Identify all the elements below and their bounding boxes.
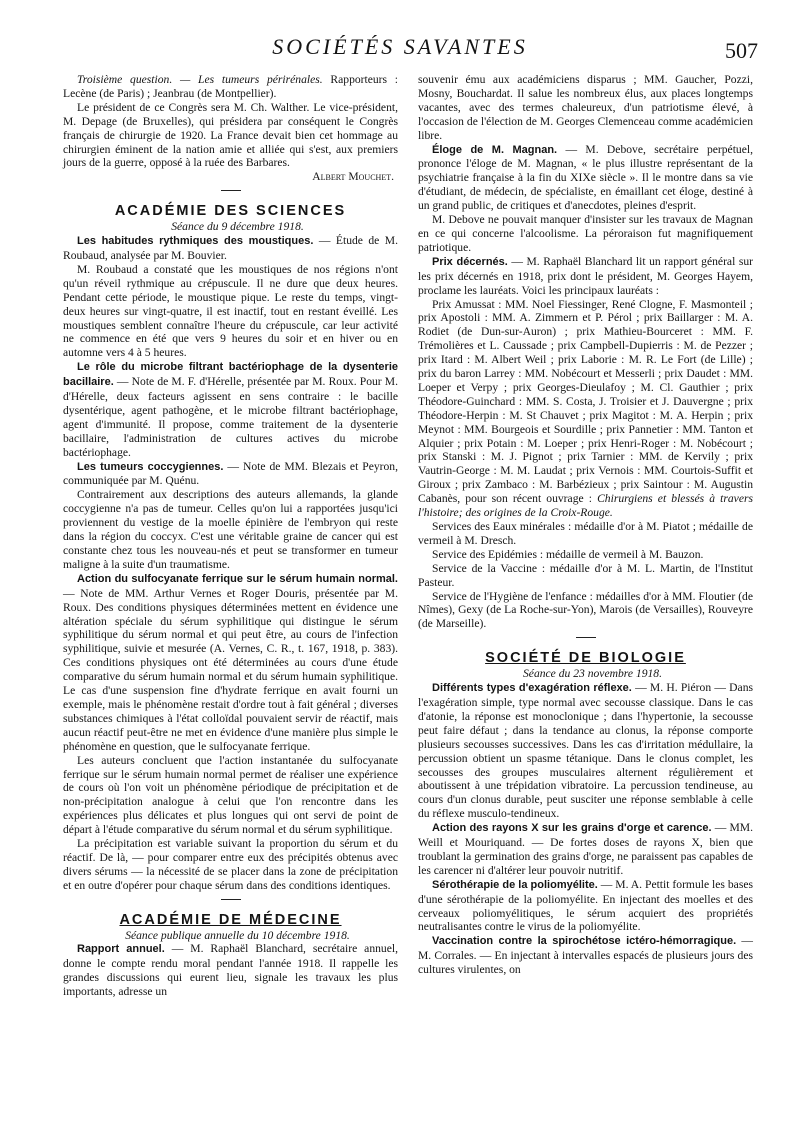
article-text: Service des Epidémies : médaille de vermeil à M. Bauzon. <box>432 547 704 561</box>
article-text: Services des Eaux minérales : médaille d'or à M. Piatot ; médaille de vermeil à M. Dresch. <box>418 520 753 547</box>
article-text: M. Roubaud a constaté que les moustiques de nos régions n'ont qu'un réveil rythmique au crépuscule. Il ne dure que deux heures. Pendant cette période, le moustique pique. Le reste du temps, vingt-deux heures sur vingt-quatre, il est inactif, tout en restant éveillé. Les moustiques semblent connaître l'heure du crépuscule, car leur activité ne commence en été que vers 9 heures du soir et en hiver ou en automne vers 4 à 5 heures. <box>63 262 398 360</box>
article-heading: Sérothérapie de la poliomyélite. <box>432 878 598 891</box>
q3-lead: Troisième question. <box>77 73 173 86</box>
q3-paragraph <box>63 73 398 101</box>
article-heading: Action du sulfocyanate ferrique sur le sérum humain normal. <box>77 572 398 585</box>
article-text: — MM. Weill et Mouriquand. — De fortes doses de rayons X, bien que troublant la germination des grains d'orge, ne paraissent pas capables de les carencer ni d'altérer leur pouvoir nutritif. <box>418 821 753 877</box>
running-title: SOCIÉTÉS SAVANTES <box>272 34 528 59</box>
article-text: — M. Raphaël Blanchard lit un rapport général sur les prix décernés en 1918, prix dont le président, M. Georges Hayem, proclame les lauréats. Voici les principaux lauréats : <box>418 254 753 297</box>
article-text: — Note de MM. Arthur Vernes et Roger Douris, présentée par M. Roux. Des conditions physiques déterminées mettent en évidence une altération spéciale du sérum syphilitique qui distingue le sérum syphilitique du sérum normal et qui peut être, au cours de l'infection syphilitique, suivie et mesurée (A. Vernes, C. R., t. 167, 1918, p. 383). Ces conditions physiques ont été déterminées au cours d'une étude comparative du sérum humain normal et du sérum humain syphilitique. Le cas d'une suspension fine d'hydrate ferrique en avait fourni un exemple, mais le phénomène restait d'ordre tout à fait général ; diverses substances chimiques à l'état colloïdal pouvaient servir de réactif, mais aucun réactif peut-être ne met en évidence d'une manière plus simple le phénomène en question, que le sulfocyanate ferrique. <box>63 586 398 753</box>
article-text: — M. H. Piéron — Dans l'exagération simple, type normal avec secousse classique. Dans le cas d'atonie, la réponse est monoclonique ; dans l'hypertonie, la secousse peut faire défaut ; dans la tendance au clonus, la réponse comporte plusieurs secousses successives. Dans les cas d'irritation médullaire, la percussion obtient un spasme tétanique. Dans le clonus complet, les secousses des groupes musculaires alternent régulièrement et aboutissent à une trépidation vibratoire. La percussion tendineuse, au cours d'un clonus durable, peut susciter une réponse semblable à celle du réflexe musculo-tendineux. <box>418 681 754 821</box>
article-text: M. Debove ne pouvait manquer d'insister sur les travaux de Magnan en ce qui concerne l'alcoolisme. La péroraison fut magnifiquement patriotique. <box>418 213 753 254</box>
left-column <box>63 73 398 999</box>
article-text: Les auteurs concluent que l'action instantanée du sulfocyanate ferrique sur le sérum humain normal permet de réaliser une expérience de cours où l'on voit un phénomène périodique de précipitation et de non-précipitation analogue à celui que l'on rencontre dans les expériences plus délicates et plus longues qui ont servi de point de départ à l'étude comparative du sérum normal et du sérum syphilitique. <box>63 753 398 837</box>
seance-date: Séance du 23 novembre 1918. <box>523 667 662 681</box>
article-text: — M. A. Pettit formule les bases d'une sérothérapie de la poliomyélite. En injectant des moelles et des cerveaux poliomyélitiques, le sérum acquiert des propriétés neutralisantes contre le virus de la poliomyélite. <box>418 877 753 934</box>
article-reflexe <box>418 681 753 821</box>
article-text: souvenir ému aux académiciens disparus ; MM. Gaucher, Pozzi, Mosny, Bouchardat. Il salue les nombreux élus, aux places longtemps vacantes, avec des termes chaleureux, d'un patriotisme élevé, à l'occasion de l'élection de M. Georges Clemenceau comme académicien libre. <box>418 73 753 142</box>
article-heading: Les tumeurs coccygiennes. <box>77 460 224 473</box>
page-number: 507 <box>725 38 758 63</box>
article-text: — M. Debove, secrétaire perpétuel, prononce l'éloge de M. Magnan, « le plus illustre représentant de la psychiatrie française à la fin du XIXe siècle ». Il le montre dans sa vie d'étudiant, de médecin, de spécialiste, en émaillant cet éloge, destiné à un grand public, de critiques et d'anecdotes, pleines d'esprit. <box>418 142 753 213</box>
article-heading: Rapport annuel. <box>77 943 165 956</box>
section-divider <box>221 190 241 191</box>
article-heading: Prix décernés. <box>432 255 508 268</box>
article-rapport <box>63 942 398 999</box>
section-title-academie-sciences: ACADÉMIE DES SCIENCES <box>114 203 347 220</box>
section-divider <box>576 637 596 638</box>
article-vaccination <box>418 934 753 977</box>
section-title-academie-medecine: ACADÉMIE DE MÉDECINE <box>119 911 342 928</box>
seance-date: Séance publique annuelle du 10 décembre 1918. <box>125 928 350 942</box>
article-text: — Note de MM. Blezais et Peyron, communiquée par M. Quénu. <box>63 459 398 488</box>
prize-list <box>418 298 753 521</box>
article-text: — M. Corrales. — En injectant à intervalles espacés de plusieurs jours des cultures virulentes, on <box>418 934 753 977</box>
article-sulfocyanate <box>63 572 398 754</box>
book-title: Chirurgiens et blessés à travers l'histoire; des origines de la Croix-Rouge. <box>418 492 753 520</box>
seance-date: Séance du 9 décembre 1918. <box>171 220 304 234</box>
article-text: La précipitation est variable suivant la proportion du sérum et du réactif. De là, — pour comparer entre eux des précipités obtenus avec divers sérums — la nécessité de se placer dans la zone de précipitation et en outre d'opérer pour chaque sérum dans des conditions identiques. <box>63 837 398 892</box>
article-prix <box>418 255 753 298</box>
president-paragraph: Le président de ce Congrès sera M. Ch. Walther. Le vice-président, M. Depage (de Bruxelles), qui présidera par conséquent le Congrès français de chirurgie de 1920. La France devait bien cet hommage au chirurgien éminent de la nation amie et alliée qui s'est, aux premiers jours de la guerre, opposé à la ruée des Barbares. <box>63 100 398 170</box>
right-column <box>418 73 753 977</box>
article-moustiques <box>63 234 398 263</box>
section-divider <box>221 899 241 900</box>
article-heading: Différents types d'exagération réflexe. <box>432 682 632 695</box>
article-heading: Éloge de M. Magnan. <box>432 143 558 156</box>
q3-tail: Rapporteurs : Lecène (de Paris) ; Jeanbrau (de Montpellier). <box>63 73 399 100</box>
section-title-biologie: SOCIÉTÉ DE BIOLOGIE <box>485 650 686 667</box>
article-heading: Action des rayons X sur les grains d'orge et carence. <box>432 822 712 835</box>
article-polio <box>418 878 753 935</box>
signature: Albert Mouchet. <box>312 170 394 184</box>
q3-italic: — Les tumeurs périrénales. <box>172 73 323 86</box>
article-coccygiennes <box>63 460 398 489</box>
article-text: — Étude de M. Roubaud, analysée par M. Bouvier. <box>63 234 398 262</box>
article-text: Service de l'Hygiène de l'enfance : médailles d'or à MM. Floutier (de Nîmes), Gexy (de La Roche-sur-Yon), Marois (de Versailles), Rouveyre (de Marseille). <box>418 589 753 631</box>
article-text: — Note de M. F. d'Hérelle, présentée par M. Roux. Pour M. d'Hérelle, deux facteurs agissent en sens contraire : le bacille dysentérique, agent pathogène, et le microbe filtrant bactériophage, agent d'immunité. Il propose, comme traitement de la dysenterie bacillaire, l'administration de cultures actives du microbe bactériophage. <box>63 375 398 459</box>
prize-list-text: Prix Amussat : MM. Noel Fiessinger, René Clogne, F. Masmonteil ; prix Apostoli : MM. A. Zimmern et P. Pérol ; prix Baillarger : M. A. Rodiet (de Dun-sur-Auron) ; prix Mathieu-Bourceret : MM. F. Trémolières et L. Caussade ; prix Campbell-Dupierris : M. de Pezzer ; prix Itard : M. Albert Weil ; prix Laborie : M. R. Le Fort (de Lille) ; prix du baron Larrey : MM. Nobécourt et Messerli ; prix Daudet : MM. Loeper et Verpy ; prix Georges-Dieulafoy ; M. Cl. Gauthier ; prix Théodore-Guinchard : MM. S. Costa, J. Troisier et J. Dauvergne ; prix Théodore-Herpin : M. St Chauvet ; prix Magitot : M. A. Herpin ; prix Meynot : MM. Bourgeois et Sourdille ; prix Pannetier : MM. Tanton et Alquier ; prix Potain : M. Loeper ; prix Henri-Roger : M. Nobécourt ; prix Stanski : M. J. Pignot ; prix Tarnier : MM. de Kervily ; prix Vautrin-George : M. M. Laudat ; prix Vernois : MM. Courtois-Suffit et Giroux ; prix Zambaco : M. Barbézieux ; prix Saintour : M. Augustin Cabanès, pour son récent ouvrage : <box>418 297 753 506</box>
article-bacteriophage <box>63 360 398 459</box>
article-text: Service de la Vaccine : médaille d'or à M. L. Martin, de l'Institut Pasteur. <box>418 561 753 589</box>
article-text: Contrairement aux descriptions des auteurs allemands, la glande coccygienne n'a pas de tumeur. Celles qu'on lui a rapportées jusqu'ici proviennent du vestige de la moelle épinière de l'embryon qui reste dans la région du coccyx. C'est une véritable graine de cancer qui est constante chez tous les nouveau-nés et peut se transformer en tumeur maligne à la suite d'un traumatisme. <box>63 488 398 571</box>
article-rayons <box>418 821 753 878</box>
article-eloge <box>418 143 753 214</box>
article-heading: Le rôle du microbe filtrant bactériophage de la dysenterie bacillaire. <box>63 361 398 389</box>
article-text: — M. Raphaël Blanchard, secrétaire annuel, donne le compte rendu moral pendant l'année 1918. Il rappelle les grandes discussions qui eurent lieu, signale les travaux les plus importants, adresse un <box>63 942 398 999</box>
article-heading: Les habitudes rythmiques des moustiques. <box>77 235 314 248</box>
article-heading: Vaccination contre la spirochétose ictéro-hémorragique. <box>432 935 737 948</box>
